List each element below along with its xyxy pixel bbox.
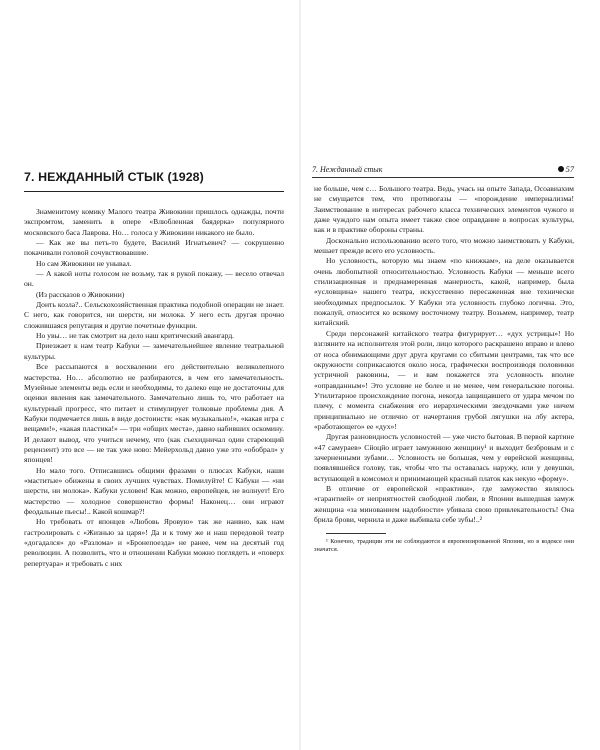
paragraph: Доить козла?.. Сельскохозяйственная практика подобной операции не знает. С него, как говорится, ни шерсти, ни молока. У него есть другая прочно сложившаяся репутация и другие почетные функции. (24, 300, 284, 330)
running-head-rule (312, 177, 574, 178)
right-page-text (314, 184, 574, 554)
paragraph: Все рассыпаются в восхвалении его действительно великолепного мастерства. Но… абсолютно не разбираются, в чем его замечательность. Музейные элементы ведь если и необходимы, то далеко еще не достаточны для оценки явления как замечательного. Замечательно лишь то, что работает на культурный прогресс, что питает и стимулирует толковые проблемы дня. А Кабуки подмечается лишь в виде достоинств: «как музыкально!», «какая игра с вещами!», «какая пластика!» — три «общих места», давно набивших оскомину. И делают вывод, что учиться нечему, что (как съехидничал один стареющий рецензент) это все — не так уже ново: Мейерхольд давно уже это «обобрал» у японцев! (24, 362, 284, 465)
chapter-title: 7. НЕЖДАННЫЙ СТЫК (1928) (24, 170, 204, 184)
paragraph: Но сам Живокини не унывал. (36, 258, 132, 268)
paragraph: Досконально использованию всего того, что можно заимствовать у Кабуки, мешает прежде всего его условность. (314, 235, 574, 256)
paragraph: Среди персонажей китайского театра фигурирует… «дух устрицы»! Но взгляните на исполнителя этой роли, лицо которого раскрашено вправо и влево от носа обнимающими друг друга кругами со сбитыми центрами, так что все окружности соприкасаются около носа, графически воспроизводя половинки устричной раковины, — и вам покажется эта условность вполне «оправданным»! Это условие не более и не менее, чем генеральские погоны. Утилитарное происхождение погона, некогда защищавшего от удара мечом по плечу, с момента снабжения его иерархическими звездочками уже ничем принципиально не отлично от начертания грубой лягушки на лбу актера, «работающего» ее «дух»! (314, 328, 574, 431)
left-page-text (24, 188, 284, 569)
page-number: 57 (565, 165, 574, 174)
paragraph: В отличие от европейской «практики», где замужество являлось «гарантией» от неприятностей свободной любви, в Японии вышедшая замуж женщина «за минованием надобности» убивала свою привлекательность! Она брила брови, чернила и даже выбивала себе зубы!..² (314, 483, 574, 524)
paragraph: не больше, чем с… Большого театра. Ведь, учась на опыте Запада, Осоавиахим не смущается тем, что противогазы — «порождение империализма! Заимствование в интересах рабочего класса технических элементов чужого и даже чуждого нам опыта имеет также свое оправдание в вопросах культуры, как и в практике обороны страны. (314, 184, 574, 235)
paragraph: Другая разновидность условностей — уже чисто бытовая. В первой картине «47 самураев» Сйоцйо играет замужнюю женщину¹ и выходит безбровым и с зачерненными зубами… Условность не большая, чем у еврейской женщины, появлявшейся голову, так, чтобы что ты оставалась наружу, или у девушки, вступающей в комсомол и принимающей красный платок как некую «форму». (314, 432, 574, 483)
running-head (312, 165, 574, 177)
paragraph: Приезжает к нам театр Кабуки — замечательнейшее явление театральной культуры. (24, 341, 284, 361)
epigraph-source: (Из рассказов о Живокини) (36, 289, 125, 299)
paragraph: Но мало того. Отписавшись общими фразами о плюсах Кабуки, наши «маститые» обижены в своих лучших чувствах. Помилуйте! С Кабуки — «ни шерсти, ни молока». Кабуки условен! Как можно, европейцев, не волнует! Его мастерство — холодное совершенство формы! Наконец… они играют феодальные пьесы!.. Какой кошмар?! (24, 465, 284, 516)
paragraph: — А какой ноты голосом не возьму, так я рукой покажу, — весело отвечал он. (24, 269, 284, 289)
bullet-dot-icon (558, 166, 564, 172)
page-number-box (558, 165, 574, 174)
footnote: ¹ Конечно, традиции эти не соблюдаются в европеизированной Японии, но в кодексе они значатся. (314, 538, 574, 554)
paragraph: Знаменитому комику Малого театра Живокини пришлось однажды, почти экспромтом, заменить в опере «Влюбленная баядерка» популярного московского баса Лаврова. Но… голоса у Живокини никакого не было. (24, 207, 284, 237)
paragraph: Но условность, которую мы знаем «по книжкам», на деле оказывается очень любопытной относительностью. Условность Кабуки — меньше всего стилизационная и преднамеренная манерность, какой, например, была «условщина» нашего театра, искусственно пересаженная вне технически необходимых предпосылок. У Кабуки эта условность глубоко логична. Это, пожалуй, относится ко всякому восточному театру. Возьмем, например, театр китайский. (314, 256, 574, 328)
paragraph: — Как же вы петь-то будете, Василий Игнатьевич? — сокрушенно покачивали головой сочувствовавшие. (24, 238, 284, 258)
footnote-rule (326, 533, 386, 534)
paragraph: Но требовать от японцев «Любовь Яровую» так же наивно, как нам гастролировать с «Жизнью за царя»! Да и к тому же и наш передовой театр «догадался» до «Разлома» и «Бронепоезда» не ранее, чем на десятый год революции. А позволить, что и отношении Кабуки можно поглядеть и «поверх репертуара» и требовать с них (24, 517, 284, 568)
running-head-title: 7. Нежданный стык (312, 165, 383, 174)
paragraph: Но увы… не так смотрит на дело наш критический авангард. (36, 331, 235, 341)
